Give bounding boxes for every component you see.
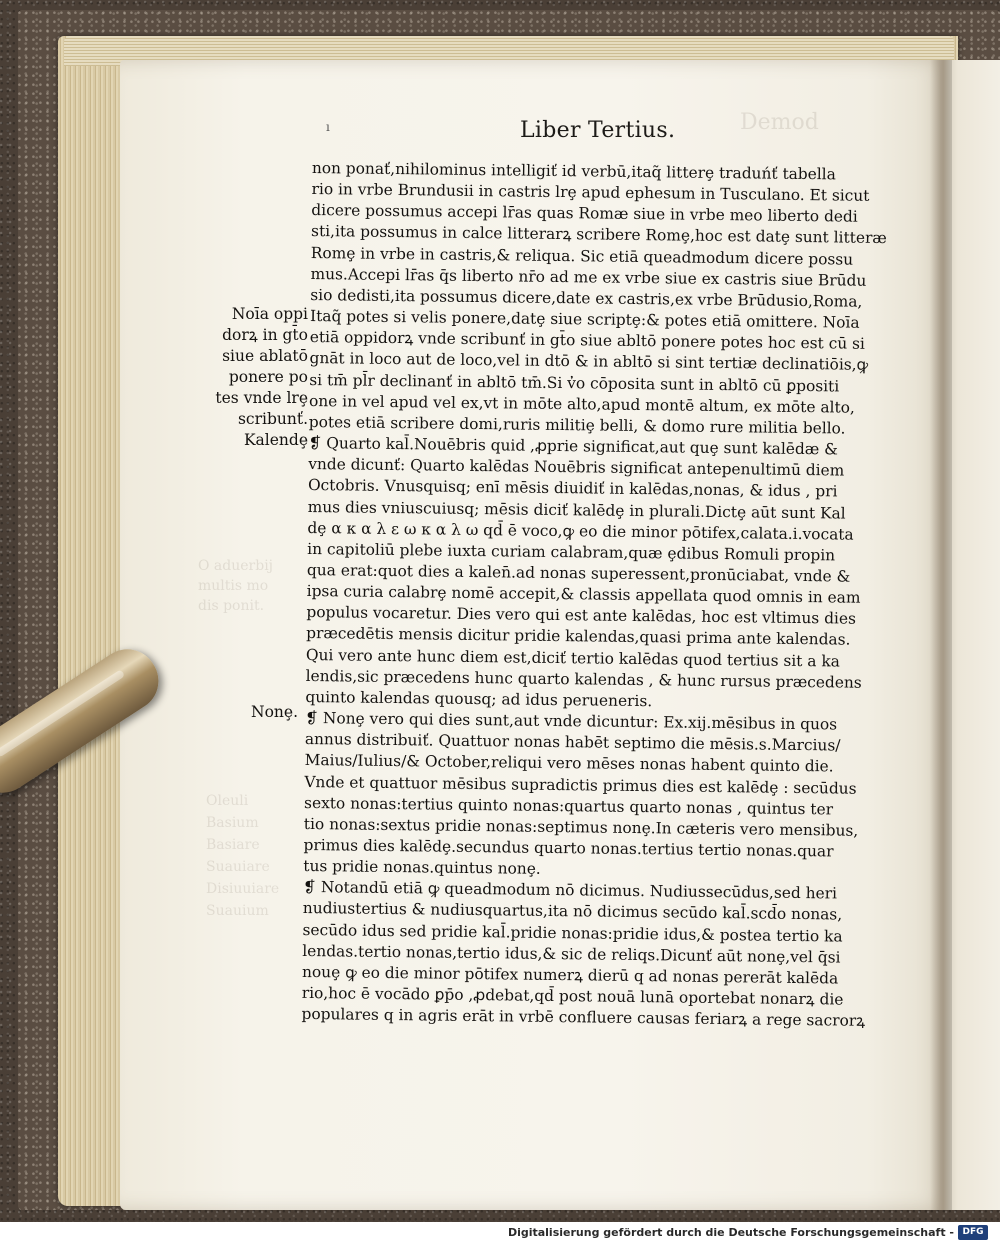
margin-note-line: dorꝝ in gt̄o bbox=[222, 326, 308, 344]
bleed-through-header: Demod bbox=[740, 110, 819, 135]
text-line: primus dies kalēdȩ.secundus quarto nonas.tertius tertio nonas.quar bbox=[303, 835, 834, 861]
text-line: etiā oppidorꝝ vnde scribunť in gt̄o siue abltō ponere potes hoc est cū si bbox=[309, 328, 866, 354]
text-line: lendas.tertio nonas,tertio idus,& sic de reliqs.Dicunť aūt nonȩ,vel q̄si bbox=[302, 941, 841, 967]
text-line: one in vel apud vel ex,vt in mōte alto,apud montē altum, ex mōte alto, bbox=[308, 391, 855, 417]
text-line: mus dies vniuscuiusq; mēsis diciť kalēdȩ in plurali.Dictȩ aūt sunt Kal bbox=[307, 497, 846, 523]
text-line: ❡ Nonȩ vero qui dies sunt,aut vnde dicuntur: Ex.xij.mēsibus in quos bbox=[305, 709, 838, 734]
text-line: Octobris. Vnusquisq; enī mēsis diuidiť in kalēdas,nonas, & idus , pri bbox=[307, 476, 838, 501]
body-text bbox=[301, 158, 912, 1033]
text-line: ipsa curia calabrȩ nomē accepit,& classis appellata quod omnis in eam bbox=[306, 582, 861, 607]
text-line: Itaq̃ potes si velis ponere,datȩ siue scriptȩ:& potes etiā omittere. Noīa bbox=[309, 307, 860, 332]
text-line: sexto nonas:tertius quinto nonas:quartus quarto nonas , quintus ter bbox=[304, 793, 834, 819]
text-line: vnde dicunť: Quarto kalēdas Nouēbris significat antepenultimū diem bbox=[308, 455, 845, 480]
text-line: annus distribuiť. Quattuor nonas habēt septimo die mēsis.s.Marcius/ bbox=[304, 730, 841, 755]
text-line: tio nonas:sextus pridie nonas:septimus nonȩ.In cæteris vero mensibus, bbox=[303, 814, 859, 840]
text-line: tus pridie nonas.quintus nonȩ. bbox=[303, 857, 541, 879]
text-line: dicere possumus accepi lr̄as quas Romæ siue in vrbe meo liberto dedi bbox=[311, 201, 858, 226]
running-head: Liber Tertius. bbox=[520, 118, 676, 143]
text-line: gnāt in loco aut de loco,vel in dtō & in abltō si sint tertiæ declinatiōis,ꝙ bbox=[309, 349, 869, 375]
text-line: lendis,sic præcedens hunc quarto kalendas , & hunc rursus præcedens bbox=[305, 666, 862, 692]
dfg-logo-icon: DFG bbox=[958, 1225, 988, 1240]
text-line: sio dedisti,ita possumus dicere,date ex castris,ex vrbe Brūdusio,Roma, bbox=[310, 285, 863, 311]
bleed-through-margin-2: Oleuli Basium Basiare Suauiare Disiuuiare Suauium bbox=[206, 793, 280, 919]
margin-note-line: tes vnde lrȩ bbox=[215, 389, 308, 407]
text-line: Maius/Iulius/& October,reliqui vero mēses nonas habent quinto die. bbox=[304, 751, 834, 776]
text-line: nouȩ ꝙ eo die minor pōtifex numerꝝ dierū q ad nonas pererāt kalēda bbox=[301, 962, 839, 988]
text-line: sti,ita possumus in calce litterarꝝ scribere Romȩ,hoc est datȩ sunt litteræ bbox=[310, 222, 887, 248]
text-line: dȩ α κ α λ ε ω κ α λ ω qd̄ ē voco,ꝙ eo die minor pōtifex,calata.i.vocata bbox=[307, 518, 854, 544]
text-line: mus.Accepi lr̄as q̄s liberto nr̄o ad me ex vrbe siue ex castris siue Brūdu bbox=[310, 264, 867, 290]
margin-note-line: siue ablatō bbox=[222, 347, 308, 365]
bleed-through-margin: O aduerbij multis mo dis ponit. bbox=[198, 558, 274, 614]
text-line: Romȩ in vrbe in castris,& reliqua. Sic etiā queadmodum dicere possu bbox=[310, 243, 854, 269]
text-line: potes etiā scribere domi,ruris militiȩ belli, & domo rure militia bello. bbox=[308, 412, 846, 438]
margin-note-line: scribunť. bbox=[237, 410, 308, 428]
text-line: præcedētis mensis dicitur pridie kalendas,quasi prima ante kalendas. bbox=[306, 624, 851, 650]
text-line: nudiustertius & nudiusquartus,ita nō dicimus secūdo kal̄.scd̄o nonas, bbox=[302, 899, 843, 925]
text-line: rio,hoc ē vocādo ꝑp̄o ,ꝓdebat,qd̄ post nouā lunā oportebat nonarꝝ die bbox=[301, 984, 844, 1009]
text-line: populares q in agris erāt in vrbē confluere causas feriarꝝ a rege sacrorꝝ bbox=[301, 1005, 866, 1031]
margin-note-nonae bbox=[228, 702, 298, 723]
gutter-shadow bbox=[930, 60, 952, 1210]
text-line: ❡ Quarto kal̄.Nouēbris quid ,ꝓprie significat,aut quȩ sunt kalēdæ & bbox=[308, 434, 838, 459]
text-line: qua erat:quot dies a kalen̄.ad nonas superessent,pronūciabat, vnde & bbox=[306, 560, 851, 586]
margin-note-line: Nonȩ. bbox=[251, 703, 298, 721]
text-line: populus vocaretur. Dies vero qui est ante kalēdas, hoc est vltimus dies bbox=[306, 603, 857, 628]
page-mark: ı bbox=[326, 120, 330, 134]
text-line: non ponať,nihilominus intelligiť id verbū,itaq̃ litterȩ traduńť tabella bbox=[311, 158, 836, 184]
text-line: ❡ Notandū etiā ꝙ queadmodum nō dicimus. Nudiussecūdus,sed heri bbox=[302, 878, 838, 903]
text-line: si tm̄ pl̄r declinanť in abltō tm̄.Si v̓o cōposita sunt in abltō cū ꝑpositi bbox=[309, 370, 840, 396]
margin-note-oppida bbox=[210, 304, 308, 430]
footer-bar bbox=[0, 1222, 1000, 1244]
text-line: secūdo idus sed pridie kal̄.pridie nonas:pridie idus,& postea tertio ka bbox=[302, 920, 843, 946]
margin-note-line: Noīa oppi bbox=[231, 305, 308, 323]
text-line: in capitoliū plebe iuxta curiam calabram,quæ ȩdibus Romuli propin bbox=[307, 539, 836, 565]
text-line: quinto kalendas quousq; ad idus perueneris. bbox=[305, 687, 653, 711]
text-line: Qui vero ante hunc diem est,diciť tertio kalēdas quod tertius sit a ka bbox=[305, 645, 841, 671]
margin-note-line: Kalendȩ bbox=[243, 431, 308, 449]
margin-note-line: ponere po bbox=[228, 368, 308, 386]
text-line: rio in vrbe Brundusii in castris lrȩ apud ephesum in Tusculano. Et sicut bbox=[311, 180, 870, 205]
funding-notice: Digitalisierung gefördert durch die Deutsche Forschungsgemeinschaft - bbox=[507, 1226, 954, 1239]
margin-note-kalendae bbox=[210, 430, 308, 451]
text-line: Vnde et quattuor mēsibus supradictis primus dies est kalēdȩ : secūdus bbox=[304, 772, 857, 798]
